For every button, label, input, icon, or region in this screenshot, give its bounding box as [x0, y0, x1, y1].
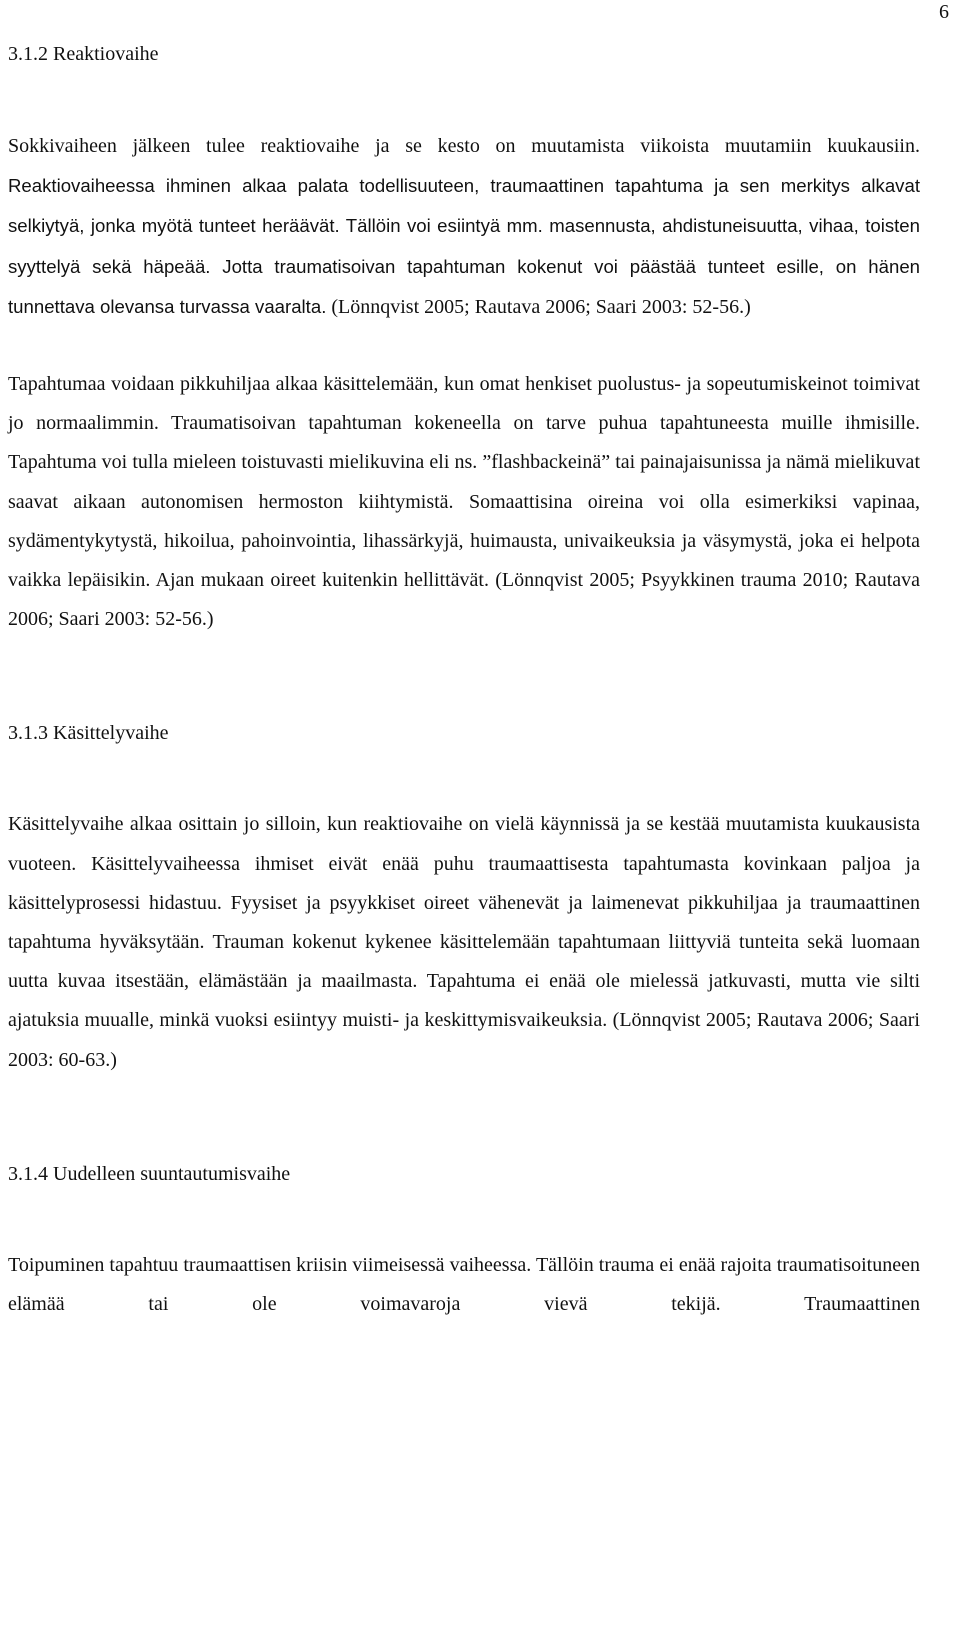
- paragraph-text-serif: Sokkivaiheen jälkeen tulee reaktiovaihe ja se kesto on muutamista viikoista muutamiin kuukausiin.: [8, 135, 920, 157]
- section-heading-reaktiovaihe: 3.1.2 Reaktiovaihe: [8, 43, 159, 65]
- section-heading-uudelleen-suuntautumisvaihe: 3.1.4 Uudelleen suuntautumisvaihe: [8, 1162, 291, 1185]
- spacer: [8, 327, 920, 365]
- spacer: [8, 751, 920, 805]
- spacer: [8, 639, 920, 715]
- spacer: [8, 1192, 920, 1246]
- paragraph-uudelleen-suuntautumisvaihe-1: Toipuminen tapahtuu traumaattisen kriisin viimeisessä vaiheessa. Tällöin trauma ei enää rajoita traumatisoituneen elämää tai ole voimavaroja vievä tekijä. Traumaattinen: [8, 1253, 920, 1316]
- paragraph-citation: (Lönnqvist 2005; Rautava 2006; Saari 2003: 52-56.): [326, 295, 751, 318]
- paragraph-kasittelyvaihe-1: Käsittelyvaihe alkaa osittain jo silloin, kun reaktiovaihe on vielä käynnissä ja se kestää muutamista kuukausista vuoteen. Käsittelyvaiheessa ihmiset eivät enää puhu traumaattisesta tapahtumasta kovinkaan paljoa ja käsittelyprosessi hidastuu. Fyysiset ja psyykkiset oireet vähenevät ja laimenevat pikkuhiljaa ja traumaattinen tapahtuma hyväksytään. Trauman kokenut kykenee käsittelemään tapahtumaan liittyviä tunteita sekä luomaan uutta kuvaa itsestään, elämästään ja maailmasta. Tapahtuma ei enää ole mielessä jatkuvasti, mutta vie silti ajatuksia muualle, minkä vuoksi esiintyy muisti- ja keskittymisvaikeuksia. (Lönnqvist 2005; Rautava 2006; Saari 2003: 60-63.): [8, 813, 920, 1071]
- document-body: [8, 36, 920, 1324]
- section-heading-kasittelyvaihe: 3.1.3 Käsittelyvaihe: [8, 722, 169, 745]
- paragraph-text-sans: Reaktiovaiheessa ihminen alkaa palata todellisuuteen, traumaattinen tapahtuma ja sen merkitys alkavat selkiytyä, jonka myötä tunteet heräävät. Tällöin voi esiintyä mm. masennusta, ahdistuneisuutta, vihaa, toisten syyttelyä sekä häpeää. Jotta traumatisoivan tapahtuman kokenut voi päästää tunteet esille, on hänen tunnettava olevansa turvassa vaaralta.: [8, 175, 920, 317]
- spacer: [8, 72, 920, 126]
- paragraph-reaktiovaihe-2: Tapahtumaa voidaan pikkuhiljaa alkaa käsittelemään, kun omat henkiset puolustus- ja sopeutumiskeinot toimivat jo normaalimmin. Traumatisoivan tapahtuman kokeneella on tarve puhua tapahtuneesta muille ihmisille. Tapahtuma voi tulla mieleen toistuvasti mielikuvina eli ns. ”flashbackeinä” tai painajaisunissa ja nämä mielikuvat saavat aikaan autonomisen hermoston kiihtymistä. Somaattisina oireina voi olla esimerkiksi vapinaa, sydämentykytystä, hikoilua, pahoinvointia, lihassärkyjä, huimausta, univaikeuksia ja väsymystä, joka ei helpota vaikka lepäisikin. Ajan mukaan oireet kuitenkin hellittävät. (Lönnqvist 2005; Psyykkinen trauma 2010; Rautava 2006; Saari 2003: 52-56.): [8, 373, 920, 631]
- spacer: [8, 1080, 920, 1156]
- paragraph-reaktiovaihe-1: [8, 126, 920, 327]
- page-number: 6: [939, 1, 949, 23]
